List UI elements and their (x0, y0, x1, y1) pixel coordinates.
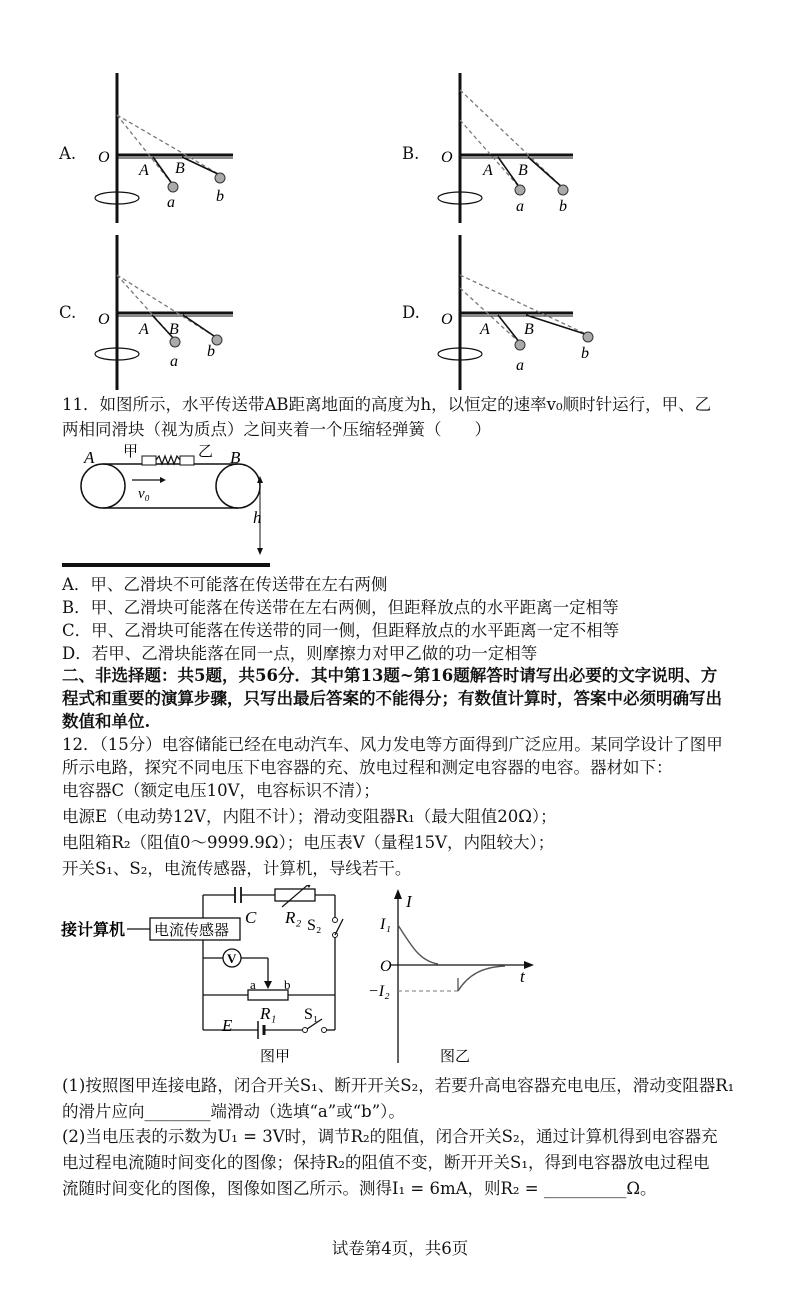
label-R2: R₂ (285, 908, 302, 927)
label-neg-I2: −I₂ (368, 983, 390, 1000)
circuit-diagram (60, 885, 360, 1075)
label-I1: I₁ (380, 916, 391, 933)
q11-option-a: A．甲、乙滑块不可能落在传送带在左右两侧 (62, 575, 388, 594)
q10-option-d (398, 230, 603, 395)
q11-stem-line2: 两相同滑块（视为质点）之间夹着一个压缩轻弹簧（ ） (62, 420, 491, 439)
label-h: h (253, 508, 262, 527)
label-A: A (139, 321, 149, 338)
label-B: B (169, 321, 179, 338)
label-O: O (380, 958, 392, 975)
computer-label: 接计算机 (61, 922, 126, 939)
option-label: C. (59, 303, 77, 322)
label-O: O (98, 149, 110, 166)
label-b: b (284, 977, 291, 992)
circuit-caption: 图甲 (260, 1049, 291, 1065)
q11-stem-line1: 11．如图所示，水平传送带AB距离地面的高度为h，以恒定的速率v₀顺时针运行，甲、乙 (62, 395, 712, 414)
label-a: a (167, 194, 175, 211)
label-S1: S₁ (304, 1006, 319, 1023)
label-A: A (483, 162, 493, 179)
label-b: b (207, 343, 215, 360)
pendulum-figure-c (55, 230, 255, 395)
label-b: b (216, 188, 224, 205)
label-V: V (227, 951, 237, 966)
section2-line3: 数值和单位. (62, 712, 151, 731)
charge-curve (398, 925, 438, 964)
q12-sub2-line1: (2)当电压表的示数为U₁ = 3V时，调节R₂的阻值，闭合开关S₂，通过计算机得到电容器充 (62, 1127, 718, 1146)
label-E: E (222, 1016, 233, 1035)
q12-sub2-line2: 电过程电流随时间变化的图像；保持R₂的阻值不变，断开开关S₁，得到电容器放电过程电 (62, 1153, 710, 1172)
label-A: A (480, 321, 490, 338)
label-B: B (175, 160, 185, 177)
q11-option-d: D．若甲、乙滑块能落在同一点，则摩擦力对甲乙做的功一定相等 (62, 644, 538, 663)
discharge-curve (458, 966, 505, 991)
section2-line1: 二、非选择题：共5题，共56分．其中第13题~第16题解答时请写出必要的文字说明、方 (62, 666, 718, 685)
label-A: A (139, 162, 149, 179)
pendulum-figure-d (398, 230, 603, 395)
pendulum-figure-b (398, 65, 598, 230)
q10-option-b (398, 65, 598, 230)
label-v0: v₀ (138, 486, 150, 502)
label-R1: R₁ (260, 1004, 277, 1023)
label-b: b (581, 345, 589, 362)
q12-line3: 电容器C（额定电压10V，电容标识不清）； (62, 781, 380, 800)
label-C: C (245, 908, 257, 927)
pendulum-figure-a (55, 65, 255, 230)
label-B: B (524, 321, 534, 338)
label-O: O (441, 311, 453, 328)
graph-caption: 图乙 (440, 1049, 471, 1065)
label-B: B (230, 448, 241, 467)
label-a: a (250, 977, 256, 992)
label-S2: S₂ (307, 917, 322, 934)
q10-option-a (55, 65, 255, 230)
label-yi: 乙 (198, 444, 214, 460)
label-O: O (441, 149, 453, 166)
option-label: D. (402, 303, 420, 322)
page-footer: 试卷第4页，共6页 (331, 1239, 469, 1258)
q12-line4: 电源E（电动势12V，内阻不计）；滑动变阻器R₁（最大阻值20Ω）； (62, 807, 557, 826)
q11-option-c: C．甲、乙滑块可能落在传送带的同一侧，但距释放点的水平距离一定不相等 (62, 621, 620, 640)
q12-sub2-line3: 流随时间变化的图像，图像如图乙所示。测得I₁ = 6mA，则R₂ = __________Ω。 (62, 1179, 657, 1198)
label-B: B (518, 162, 528, 179)
label-A: A (84, 448, 95, 467)
option-label: A. (59, 144, 77, 163)
q12-line2: 所示电路，探究不同电压下电容器的充、放电过程和测定电容器的电容。器材如下： (62, 758, 673, 777)
q12-line6: 开关S₁、S₂，电流传感器，计算机，导线若干。 (62, 859, 412, 878)
label-t: t (520, 967, 525, 986)
q12-line5: 电阻箱R₂（阻值0～9999.9Ω）；电压表V（量程15V，内阻较大）； (62, 833, 555, 852)
label-a: a (516, 198, 524, 215)
current-time-graph (360, 885, 545, 1075)
option-label: B. (402, 144, 420, 163)
label-I: I (406, 892, 412, 911)
label-O: O (98, 311, 110, 328)
q12-line1: 12．（15分）电容储能已经在电动汽车、风力发电等方面得到广泛应用。某同学设计了图甲 (62, 735, 723, 754)
sensor-label: 电流传感器 (154, 923, 230, 939)
q10-option-c (55, 230, 255, 395)
label-jia: 甲 (123, 444, 139, 460)
q12-sub1-line2: 的滑片应向________端滑动（选填“a”或“b”）。 (62, 1102, 405, 1121)
q11-option-b: B．甲、乙滑块可能落在传送带在左右两侧，但距释放点的水平距离一定相等 (62, 598, 619, 617)
label-a: a (170, 353, 178, 370)
label-a: a (516, 357, 524, 374)
label-b: b (559, 198, 567, 215)
conveyor-belt-figure (60, 443, 290, 575)
q12-sub1-line1: (1)按照图甲连接电路，闭合开关S₁、断开开关S₂，若要升高电容器充电电压，滑动变阻器R₁ (62, 1076, 735, 1095)
section2-line2: 程式和重要的演算步骤，只写出最后答案的不能得分；有数值计算时，答案中必须明确写出 (62, 689, 722, 708)
